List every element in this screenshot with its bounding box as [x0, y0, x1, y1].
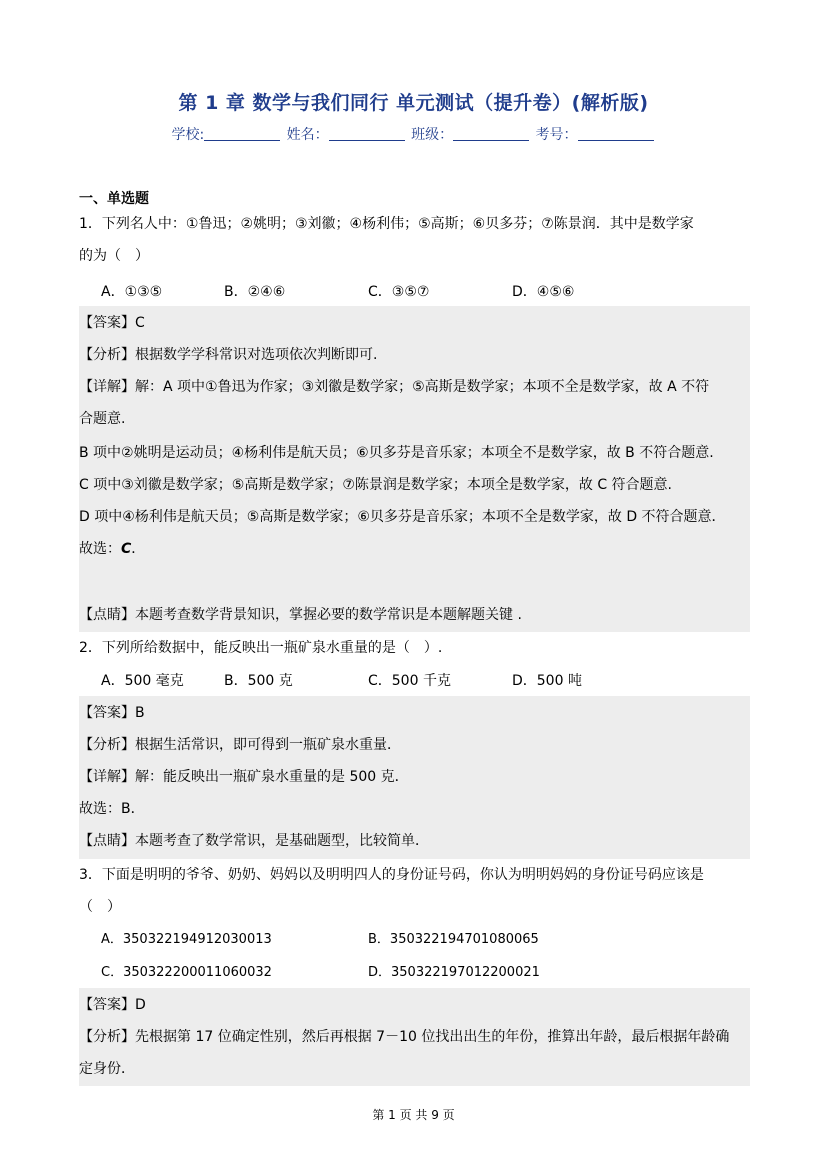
- q2-text: 2．下列所给数据中，能反映出一瓶矿泉水重量的是（ ）.: [79, 640, 443, 656]
- student-info-line: [0, 124, 827, 144]
- q3-option-d: D．350322197012200021: [368, 965, 540, 980]
- q2-option-b: B．500 克: [224, 673, 293, 689]
- q1-analysis: 【分析】根据数学学科常识对选项依次判断即可.: [79, 347, 378, 363]
- q1-option-d: D．④⑤⑥: [512, 284, 575, 300]
- q2-option-d: D．500 吨: [512, 673, 582, 689]
- q1-option-c: C．③⑤⑦: [368, 284, 430, 300]
- q1-detail-line3: B 项中②姚明是运动员；④杨利伟是航天员；⑥贝多芬是音乐家；本项全不是数学家，故 B 不符合题意.: [79, 445, 714, 461]
- name-blank: [329, 126, 405, 141]
- q1-comment: 【点睛】本题考查数学背景知识，掌握必要的数学常识是本题解题关键 .: [79, 607, 522, 623]
- q2-comment: 【点睛】本题考查了数学常识，是基础题型，比较简单．: [79, 833, 429, 849]
- section-title: 一、单选题: [79, 191, 149, 207]
- q3-option-a: A．350322194912030013: [101, 932, 272, 947]
- q1-option-b: B．②④⑥: [224, 284, 286, 300]
- q1-text-line1: 1．下列名人中：①鲁迅；②姚明；③刘徽；④杨利伟；⑤高斯；⑥贝多芬；⑦陈景润．其中是数学家: [79, 216, 694, 232]
- q3-option-b: B．350322194701080065: [368, 932, 539, 947]
- q1-detail-line1: 【详解】解：A 项中①鲁迅为作家；③刘徽是数学家；⑤高斯是数学家；本项不全是数学家，故 A 不符: [79, 379, 710, 395]
- q2-analysis: 【分析】根据生活常识，即可得到一瓶矿泉水重量．: [79, 737, 401, 753]
- q1-answer: 【答案】C: [79, 315, 145, 331]
- exam-no-blank: [578, 126, 654, 141]
- q3-option-c: C．350322200011060032: [101, 965, 272, 980]
- name-label: 姓名：: [286, 127, 329, 143]
- q3-answer: 【答案】D: [79, 997, 146, 1013]
- q3-text-line1: 3．下面是明明的爷爷、奶奶、妈妈以及明明四人的身份证号码，你认为明明妈妈的身份证号码应该是: [79, 867, 704, 883]
- q2-option-c: C．500 千克: [368, 673, 451, 689]
- q1-detail-line5: D 项中④杨利伟是航天员；⑤高斯是数学家；⑥贝多芬是音乐家；本项不全是数学家，故 D 不符合题意．: [79, 509, 726, 525]
- q1-choice-letter: C: [121, 541, 132, 557]
- q2-detail: 【详解】解：能反映出一瓶矿泉水重量的是 500 克．: [79, 769, 409, 785]
- q1-detail-line4: C 项中③刘徽是数学家；⑤高斯是数学家；⑦陈景润是数学家；本项全是数学家，故 C 符合题意.: [79, 477, 673, 493]
- q1-option-a: A．①③⑤: [101, 284, 163, 300]
- page-footer: 第 1 页 共 9 页: [372, 1108, 455, 1122]
- exam-no-label: 考号：: [535, 127, 578, 143]
- q2-choice: 故选：B．: [79, 801, 145, 817]
- q2-answer: 【答案】B: [79, 705, 145, 721]
- class-blank: [453, 126, 529, 141]
- q1-detail-line2: 合题意.: [79, 411, 126, 427]
- q2-option-a: A．500 毫克: [101, 673, 184, 689]
- q1-choice-suffix: ．: [131, 541, 146, 557]
- q1-choice: [79, 539, 145, 559]
- q1-choice-prefix: 故选：: [79, 541, 121, 557]
- document-title: 第 1 章 数学与我们同行 单元测试（提升卷）(解析版): [178, 92, 649, 114]
- class-label: 班级：: [411, 127, 454, 143]
- school-blank: [204, 126, 280, 141]
- q1-text-line2: 的为（ ）: [79, 248, 149, 264]
- q3-text-line2: （ ）: [79, 899, 121, 915]
- q3-analysis-line1: 【分析】先根据第 17 位确定性别，然后再根据 7－10 位找出出生的年份，推算出年龄，最后根据年龄确: [79, 1029, 730, 1045]
- q3-analysis-line2: 定身份．: [79, 1061, 135, 1077]
- school-label: 学校:: [171, 127, 205, 143]
